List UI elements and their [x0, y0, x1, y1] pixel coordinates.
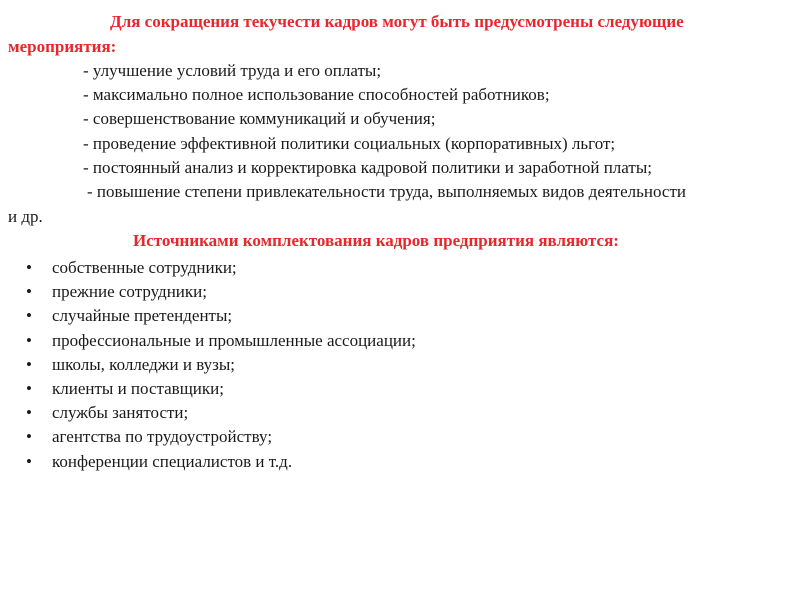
- list-item: • конференции специалистов и т.д.: [26, 450, 416, 474]
- heading-line-1: Для сокращения текучести кадров могут быть предусмотрены следующие: [110, 12, 684, 31]
- bullet-icon: •: [26, 282, 32, 302]
- bullet-icon: •: [26, 379, 32, 399]
- bullet-icon: •: [26, 451, 32, 471]
- list-item: • случайные претенденты;: [26, 304, 416, 328]
- sources-heading: Источниками комплектования кадров предприятия являются:: [133, 231, 619, 250]
- list-item: • службы занятости;: [26, 401, 416, 425]
- measure-item: - проведение эффективной политики социальных (корпоративных) льгот;: [83, 134, 616, 153]
- measure-item: - постоянный анализ и корректировка кадровой политики и заработной платы;: [83, 158, 652, 177]
- measure-item: - улучшение условий труда и его оплаты;: [83, 61, 382, 80]
- sources-list: [26, 256, 416, 474]
- measure-item: - совершенствование коммуникаций и обучения;: [83, 109, 436, 128]
- list-item: • школы, колледжи и вузы;: [26, 353, 416, 377]
- heading-line-2: мероприятия:: [8, 37, 117, 56]
- measure-item: - повышение степени привлекательности труда, выполняемых видов деятельности: [87, 182, 686, 201]
- bullet-icon: •: [26, 258, 32, 277]
- measure-item: - максимально полное использование способностей работников;: [83, 85, 550, 104]
- bullet-icon: •: [26, 306, 32, 326]
- bullet-icon: •: [26, 403, 32, 423]
- list-item: • клиенты и поставщики;: [26, 377, 416, 401]
- measure-item-tail: и др.: [8, 207, 43, 226]
- list-item: • профессиональные и промышленные ассоциации;: [26, 329, 416, 353]
- list-item: • прежние сотрудники;: [26, 280, 416, 304]
- list-item: • агентства по трудоустройству;: [26, 425, 416, 449]
- bullet-icon: •: [26, 330, 32, 350]
- list-item: • собственные сотрудники;: [26, 256, 416, 280]
- bullet-icon: •: [26, 427, 32, 447]
- bullet-icon: •: [26, 354, 32, 374]
